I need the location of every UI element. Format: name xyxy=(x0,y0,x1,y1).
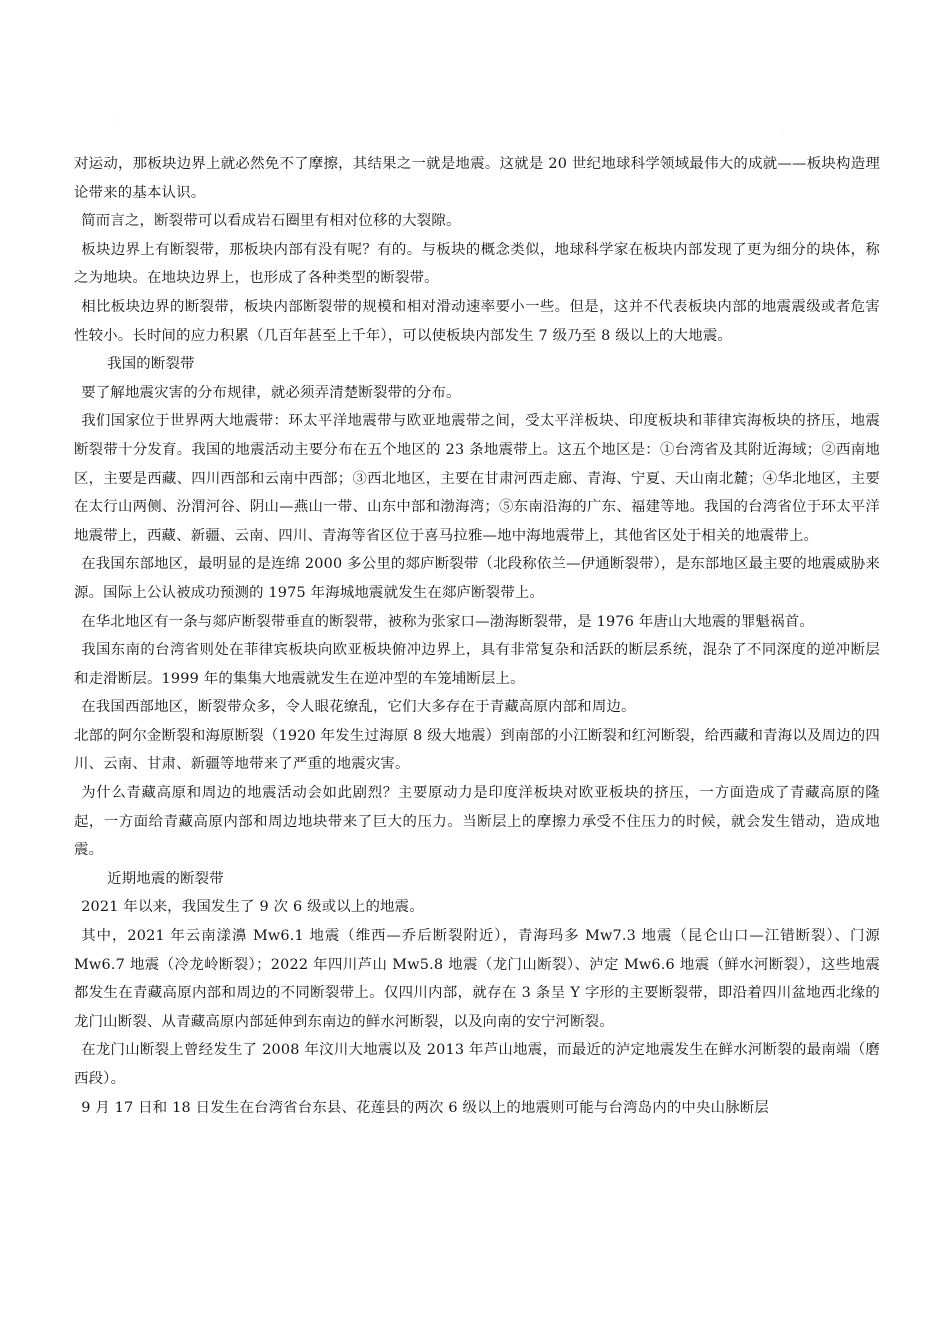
paragraph: 为什么青藏高原和周边的地震活动会如此剧烈？主要原动力是印度洋板块对欧亚板块的挤压，一方面造成了青藏高原的隆起，一方面给青藏高原内部和周边地块带来了巨大的压力。当断层上的摩擦力承受不住压力的时候，就会发生错动，造成地震。 xyxy=(74,785,880,859)
paragraph: 我国东南的台湾省则处在菲律宾板块向欧亚板块俯冲边界上，具有非常复杂和活跃的断层系统，混杂了不同深度的逆冲断层和走滑断层。1999 年的集集大地震就发生在逆冲型的车笼埔断层上。 xyxy=(74,642,880,687)
paragraph: 在华北地区有一条与郯庐断裂带垂直的断裂带，被称为张家口—渤海断裂带，是 1976 年唐山大地震的罪魁祸首。 xyxy=(81,613,814,630)
paragraph: 2021 年以来，我国发生了 9 次 6 级或以上的地震。 xyxy=(81,899,424,916)
paragraph: 板块边界上有断裂带，那板块内部有没有呢？有的。与板块的概念类似，地球科学家在板块内部发现了更为细分的块体，称之为地块。在地块边界上，也形成了各种类型的断裂带。 xyxy=(74,241,880,287)
document-page xyxy=(74,150,880,1122)
paragraph: 9 月 17 日和 18 日发生在台湾省台东县、花莲县的两次 6 级以上的地震则可能与台湾岛内的中央山脉断层 xyxy=(81,1099,769,1116)
paragraph: 简而言之，断裂带可以看成岩石圈里有相对位移的大裂隙。 xyxy=(81,213,461,230)
watermark-mark xyxy=(105,110,120,131)
paragraph: 在龙门山断裂上曾经发生了 2008 年汶川大地震以及 2013 年芦山地震，而最近的泸定地震发生在鲜水河断裂的最南端（磨西段）。 xyxy=(74,1042,880,1087)
paragraph: 其中，2021 年云南漾濞 Mw6.1 地震（维西—乔后断裂附近），青海玛多 Mw7.3 地震（昆仑山口—江错断裂）、门源 Mw6.7 地震（冷龙岭断裂）；2022 年四川芦山 Mw5.8 地震（龙门山断裂）、泸定 Mw6.6 地震（鲜水河断裂），这些地震都发生在青藏高原内部和周边的不同断裂带上。仅四川内部，就存在 3 条呈 Y 字形的主要断裂带，即沿着四川盆地西北缘的龙门山断裂、从青藏高原内部延伸到东南边的鲜水河断裂，以及向南的安宁河断裂。 xyxy=(74,928,880,1030)
section-heading: 我国的断裂带 xyxy=(107,356,195,373)
section-heading: 近期地震的断裂带 xyxy=(107,870,224,887)
paragraph: 在我国东部地区，最明显的是连绵 2000 多公里的郯庐断裂带（北段称依兰—伊通断裂带），是东部地区最主要的地震威胁来源。国际上公认被成功预测的 1975 年海城地震就发生在郯庐断裂带上。 xyxy=(74,556,880,601)
paragraph: 在我国西部地区，断裂带众多，令人眼花缭乱，它们大多存在于青藏高原内部和周边。 xyxy=(81,699,636,716)
paragraph: 北部的阿尔金断裂和海原断裂（1920 年发生过海原 8 级大地震）到南部的小江断裂和红河断裂，给西藏和青海以及周边的四川、云南、甘肃、新疆等地带来了严重的地震灾害。 xyxy=(74,727,880,773)
paragraph: 我们国家位于世界两大地震带：环太平洋地震带与欧亚地震带之间，受太平洋板块、印度板块和菲律宾海板块的挤压，地震断裂带十分发育。我国的地震活动主要分布在五个地区的 23 条地震带上。这五个地区是：①台湾省及其附近海域；②西南地区，主要是西藏、四川西部和云南中西部；③西北地区，主要在甘肃河西走廊、青海、宁夏、天山南北麓；④华北地区，主要在太行山两侧、汾渭河谷、阴山—燕山一带、山东中部和渤海湾；⑤东南沿海的广东、福建等地。我国的台湾省位于环太平洋地震带上，西藏、新疆、云南、四川、青海等省区位于喜马拉雅—地中海地震带上，其他省区处于相关的地震带上。 xyxy=(74,413,880,544)
watermark-mark xyxy=(775,120,790,141)
paragraph: 对运动，那板块边界上就必然免不了摩擦，其结果之一就是地震。这就是 20 世纪地球科学领域最伟大的成就——板块构造理论带来的基本认识。 xyxy=(74,156,880,201)
paragraph: 要了解地震灾害的分布规律，就必须弄清楚断裂带的分布。 xyxy=(81,384,461,401)
paragraph: 相比板块边界的断裂带，板块内部断裂带的规模和相对滑动速率要小一些。但是，这并不代表板块内部的地震震级或者危害性较小。长时间的应力积累（几百年甚至上千年），可以使板块内部发生 7 级乃至 8 级以上的大地震。 xyxy=(74,298,880,344)
